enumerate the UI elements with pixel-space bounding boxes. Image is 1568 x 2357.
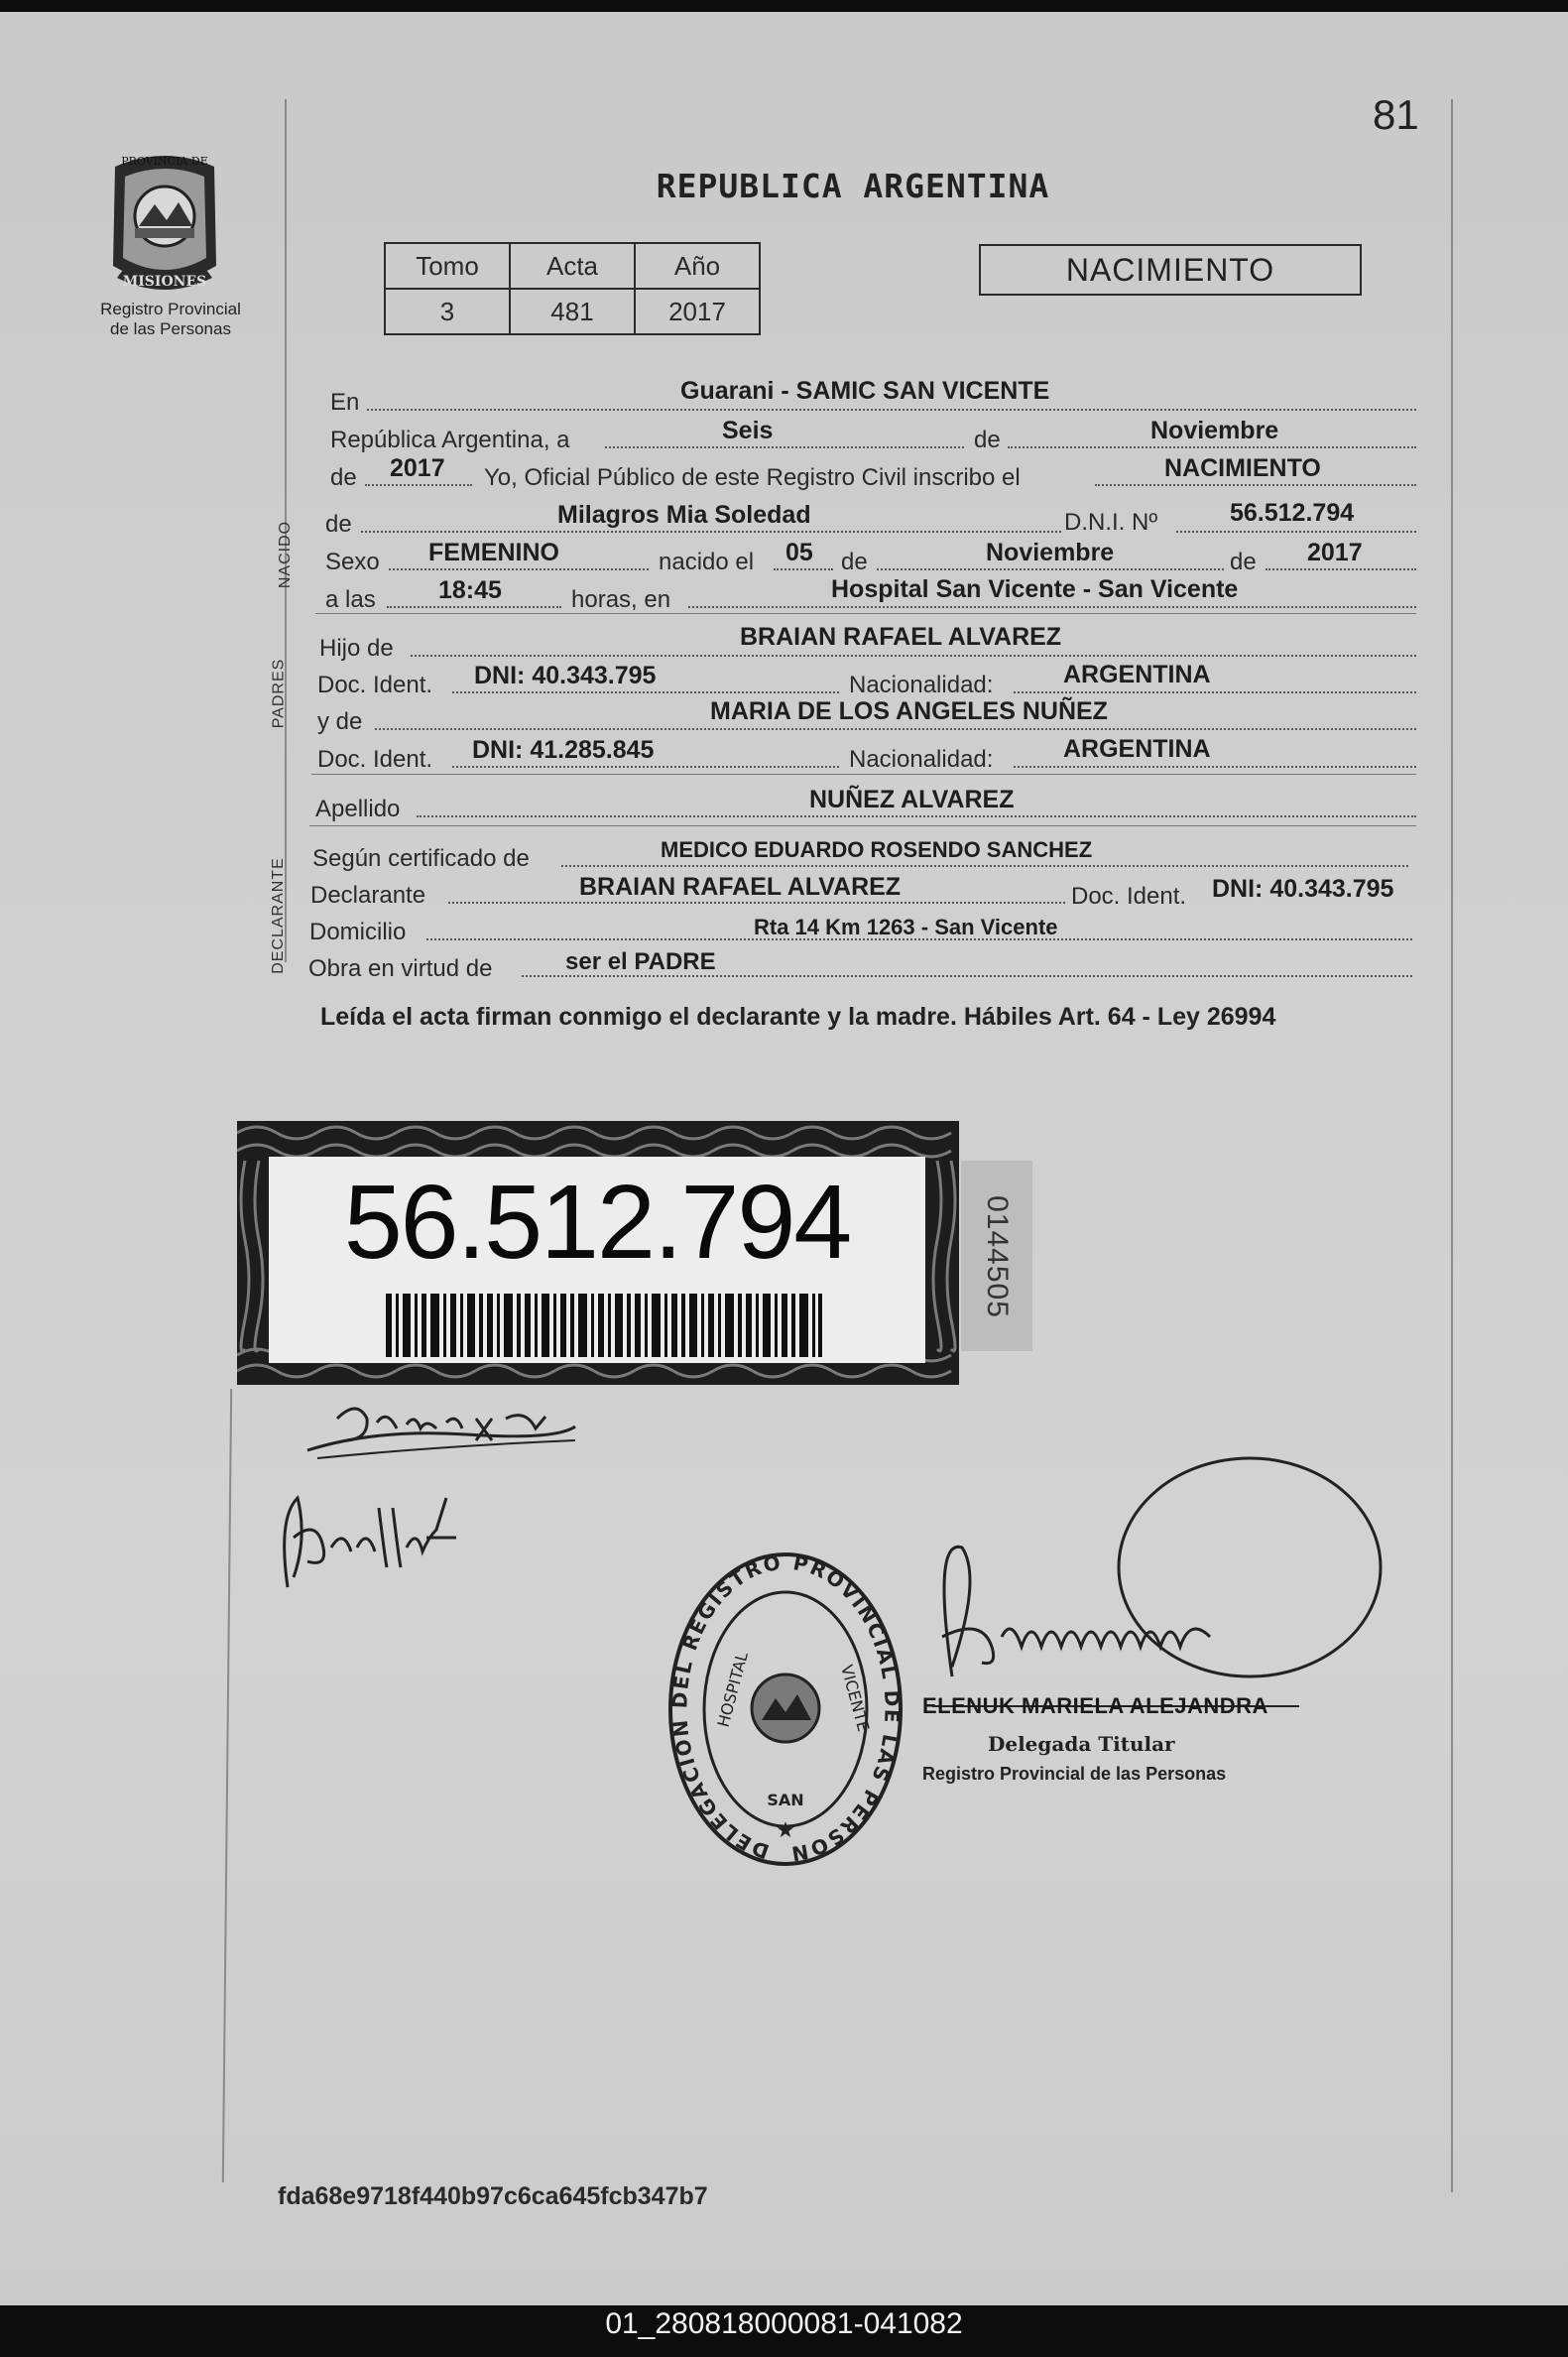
right-margin-rule xyxy=(1451,99,1453,2192)
value-hora: 18:45 xyxy=(438,576,502,604)
barcode xyxy=(386,1294,822,1357)
dotted-line xyxy=(375,728,1416,730)
dni-sticker xyxy=(237,1121,959,1385)
stamp-inner-bottom: SAN xyxy=(767,1791,804,1809)
reference-table xyxy=(384,242,761,335)
official-office: Registro Provincial de las Personas xyxy=(922,1764,1227,1784)
page-number: 81 xyxy=(1373,91,1419,138)
value-padre-doc: DNI: 40.343.795 xyxy=(474,662,657,689)
value-anio-inscripcion: 2017 xyxy=(390,454,445,482)
label-horas-en: horas, en xyxy=(571,586,671,613)
stamp-inner-left: HOSPITAL xyxy=(713,1650,752,1730)
value-dia-nacimiento: 05 xyxy=(785,539,813,566)
dotted-line xyxy=(365,484,472,486)
label-de: de xyxy=(325,511,352,538)
dotted-line xyxy=(1014,691,1416,693)
value-mes-nacimiento: Noviembre xyxy=(986,539,1115,566)
value-domicilio: Rta 14 Km 1263 - San Vicente xyxy=(754,915,1058,939)
section-divider xyxy=(309,825,1416,826)
label-declarante: Declarante xyxy=(310,882,426,909)
logo-top-text: PROVINCIA DE xyxy=(121,155,208,168)
sticker-dni-number: 56.512.794 xyxy=(343,1164,851,1281)
dotted-line xyxy=(561,865,1408,867)
legal-notice: Leída el acta firman conmigo el declarante y la madre. Hábiles Art. 64 - Ley 26994 xyxy=(320,1003,1276,1031)
dotted-line xyxy=(389,568,649,570)
stamp-inner-right: VICENTE xyxy=(837,1663,874,1734)
label-sexo: Sexo xyxy=(325,549,380,575)
value-madre-doc: DNI: 41.285.845 xyxy=(472,736,655,764)
label-y-de: y de xyxy=(317,708,363,735)
dotted-line xyxy=(361,531,1061,533)
dotted-line xyxy=(387,606,561,608)
value-padre-nacionalidad: ARGENTINA xyxy=(1063,661,1211,688)
ref-value-acta: 481 xyxy=(510,289,635,334)
label-nacido-el: nacido el xyxy=(659,549,755,575)
section-divider xyxy=(311,774,1416,775)
label-doc-ident: Doc. Ident. xyxy=(317,672,433,698)
value-lugar: Guarani - SAMIC SAN VICENTE xyxy=(680,377,1050,405)
value-sexo: FEMENINO xyxy=(428,539,559,566)
star-icon: ★ xyxy=(776,1817,795,1842)
document-hash: fda68e9718f440b97c6ca645fcb347b7 xyxy=(278,2182,708,2210)
value-dia-inscripcion: Seis xyxy=(722,417,774,444)
logo-bottom-text: MISIONES xyxy=(122,274,207,290)
section-label-declarante: DECLARANTE xyxy=(269,857,287,974)
label-doc-ident: Doc. Ident. xyxy=(1071,883,1187,910)
section-label-padres: PADRES xyxy=(270,658,288,729)
dotted-line xyxy=(452,691,839,693)
ref-value-tomo: 3 xyxy=(385,289,510,334)
ref-value-anio: 2017 xyxy=(635,289,760,334)
label-hijo-de: Hijo de xyxy=(319,635,394,662)
document-title: REPUBLICA ARGENTINA xyxy=(656,167,1050,205)
dotted-line xyxy=(1014,766,1416,768)
ref-header-acta: Acta xyxy=(510,243,635,289)
value-anio-nacimiento: 2017 xyxy=(1307,539,1363,566)
label-de: de xyxy=(974,427,1001,453)
registry-name xyxy=(71,300,270,339)
label-republica: República Argentina, a xyxy=(330,427,570,453)
value-apellido: NUÑEZ ALVAREZ xyxy=(809,786,1015,813)
value-lugar-nacimiento: Hospital San Vicente - San Vicente xyxy=(831,575,1239,603)
mother-signature xyxy=(268,1478,466,1607)
label-oficial: Yo, Oficial Público de este Registro Civil inscribo el xyxy=(484,464,1021,491)
label-dni: D.N.I. Nº xyxy=(1064,509,1158,536)
label-a-las: a las xyxy=(325,586,376,613)
serial-tab xyxy=(961,1161,1032,1351)
value-declarante: BRAIAN RAFAEL ALVAREZ xyxy=(579,873,902,901)
label-doc-ident: Doc. Ident. xyxy=(317,746,433,773)
dotted-line xyxy=(1095,484,1416,486)
ref-header-anio: Año xyxy=(635,243,760,289)
footer-code: 01_280818000081-041082 xyxy=(605,2307,963,2340)
dotted-line xyxy=(417,815,1416,817)
sticker-card xyxy=(269,1157,925,1363)
declarant-signature xyxy=(298,1389,585,1468)
registry-name-line2: de las Personas xyxy=(110,319,231,338)
document-type-box: NACIMIENTO xyxy=(979,244,1362,296)
value-obra-en-virtud: ser el PADRE xyxy=(565,948,716,975)
dotted-line xyxy=(774,568,833,570)
value-nombre: Milagros Mia Soledad xyxy=(557,501,811,529)
label-nacionalidad: Nacionalidad: xyxy=(849,672,994,698)
label-en: En xyxy=(330,389,360,416)
value-mes-inscripcion: Noviembre xyxy=(1150,417,1279,444)
value-madre: MARIA DE LOS ANGELES NUÑEZ xyxy=(710,697,1108,725)
section-divider xyxy=(315,613,1416,614)
dotted-line xyxy=(1008,446,1416,448)
dotted-line xyxy=(877,568,1224,570)
value-dni: 56.512.794 xyxy=(1230,499,1355,527)
label-apellido: Apellido xyxy=(315,796,401,822)
label-obra-en-virtud: Obra en virtud de xyxy=(308,955,493,982)
official-name: ELENUK MARIELA ALEJANDRA xyxy=(922,1693,1268,1718)
label-de: de xyxy=(330,464,357,491)
stamp-outer-text: DELEGACIÓN DEL REGISTRO PROVINCIAL DE LAS PERSON xyxy=(667,1550,905,1867)
ref-header-tomo: Tomo xyxy=(385,243,510,289)
value-acto: NACIMIENTO xyxy=(1164,454,1321,482)
sticker-serial: 0144505 xyxy=(981,1195,1014,1318)
dotted-line xyxy=(1176,531,1416,533)
label-segun-certificado: Según certificado de xyxy=(312,845,530,872)
dotted-line xyxy=(411,655,1416,657)
official-role: Delegada Titular xyxy=(988,1732,1175,1756)
dotted-line xyxy=(452,766,839,768)
label-domicilio: Domicilio xyxy=(309,919,407,945)
value-padre: BRAIAN RAFAEL ALVAREZ xyxy=(740,623,1062,651)
official-stamp xyxy=(666,1550,905,1869)
dotted-line xyxy=(367,409,1416,411)
section-label-nacido: NACIDO xyxy=(277,520,295,589)
dotted-line xyxy=(448,902,1065,904)
label-nacionalidad: Nacionalidad: xyxy=(849,746,994,773)
province-logo xyxy=(95,147,234,296)
official-signature xyxy=(922,1438,1398,1716)
label-de: de xyxy=(841,549,868,575)
dotted-line xyxy=(605,446,964,448)
label-de: de xyxy=(1230,549,1257,575)
dotted-line xyxy=(1266,568,1416,570)
value-declarante-doc: DNI: 40.343.795 xyxy=(1212,875,1394,903)
dotted-line xyxy=(688,606,1416,608)
value-certificado-de: MEDICO EDUARDO ROSENDO SANCHEZ xyxy=(661,837,1093,862)
registry-name-line1: Registro Provincial xyxy=(100,300,241,318)
value-madre-nacionalidad: ARGENTINA xyxy=(1063,735,1211,763)
